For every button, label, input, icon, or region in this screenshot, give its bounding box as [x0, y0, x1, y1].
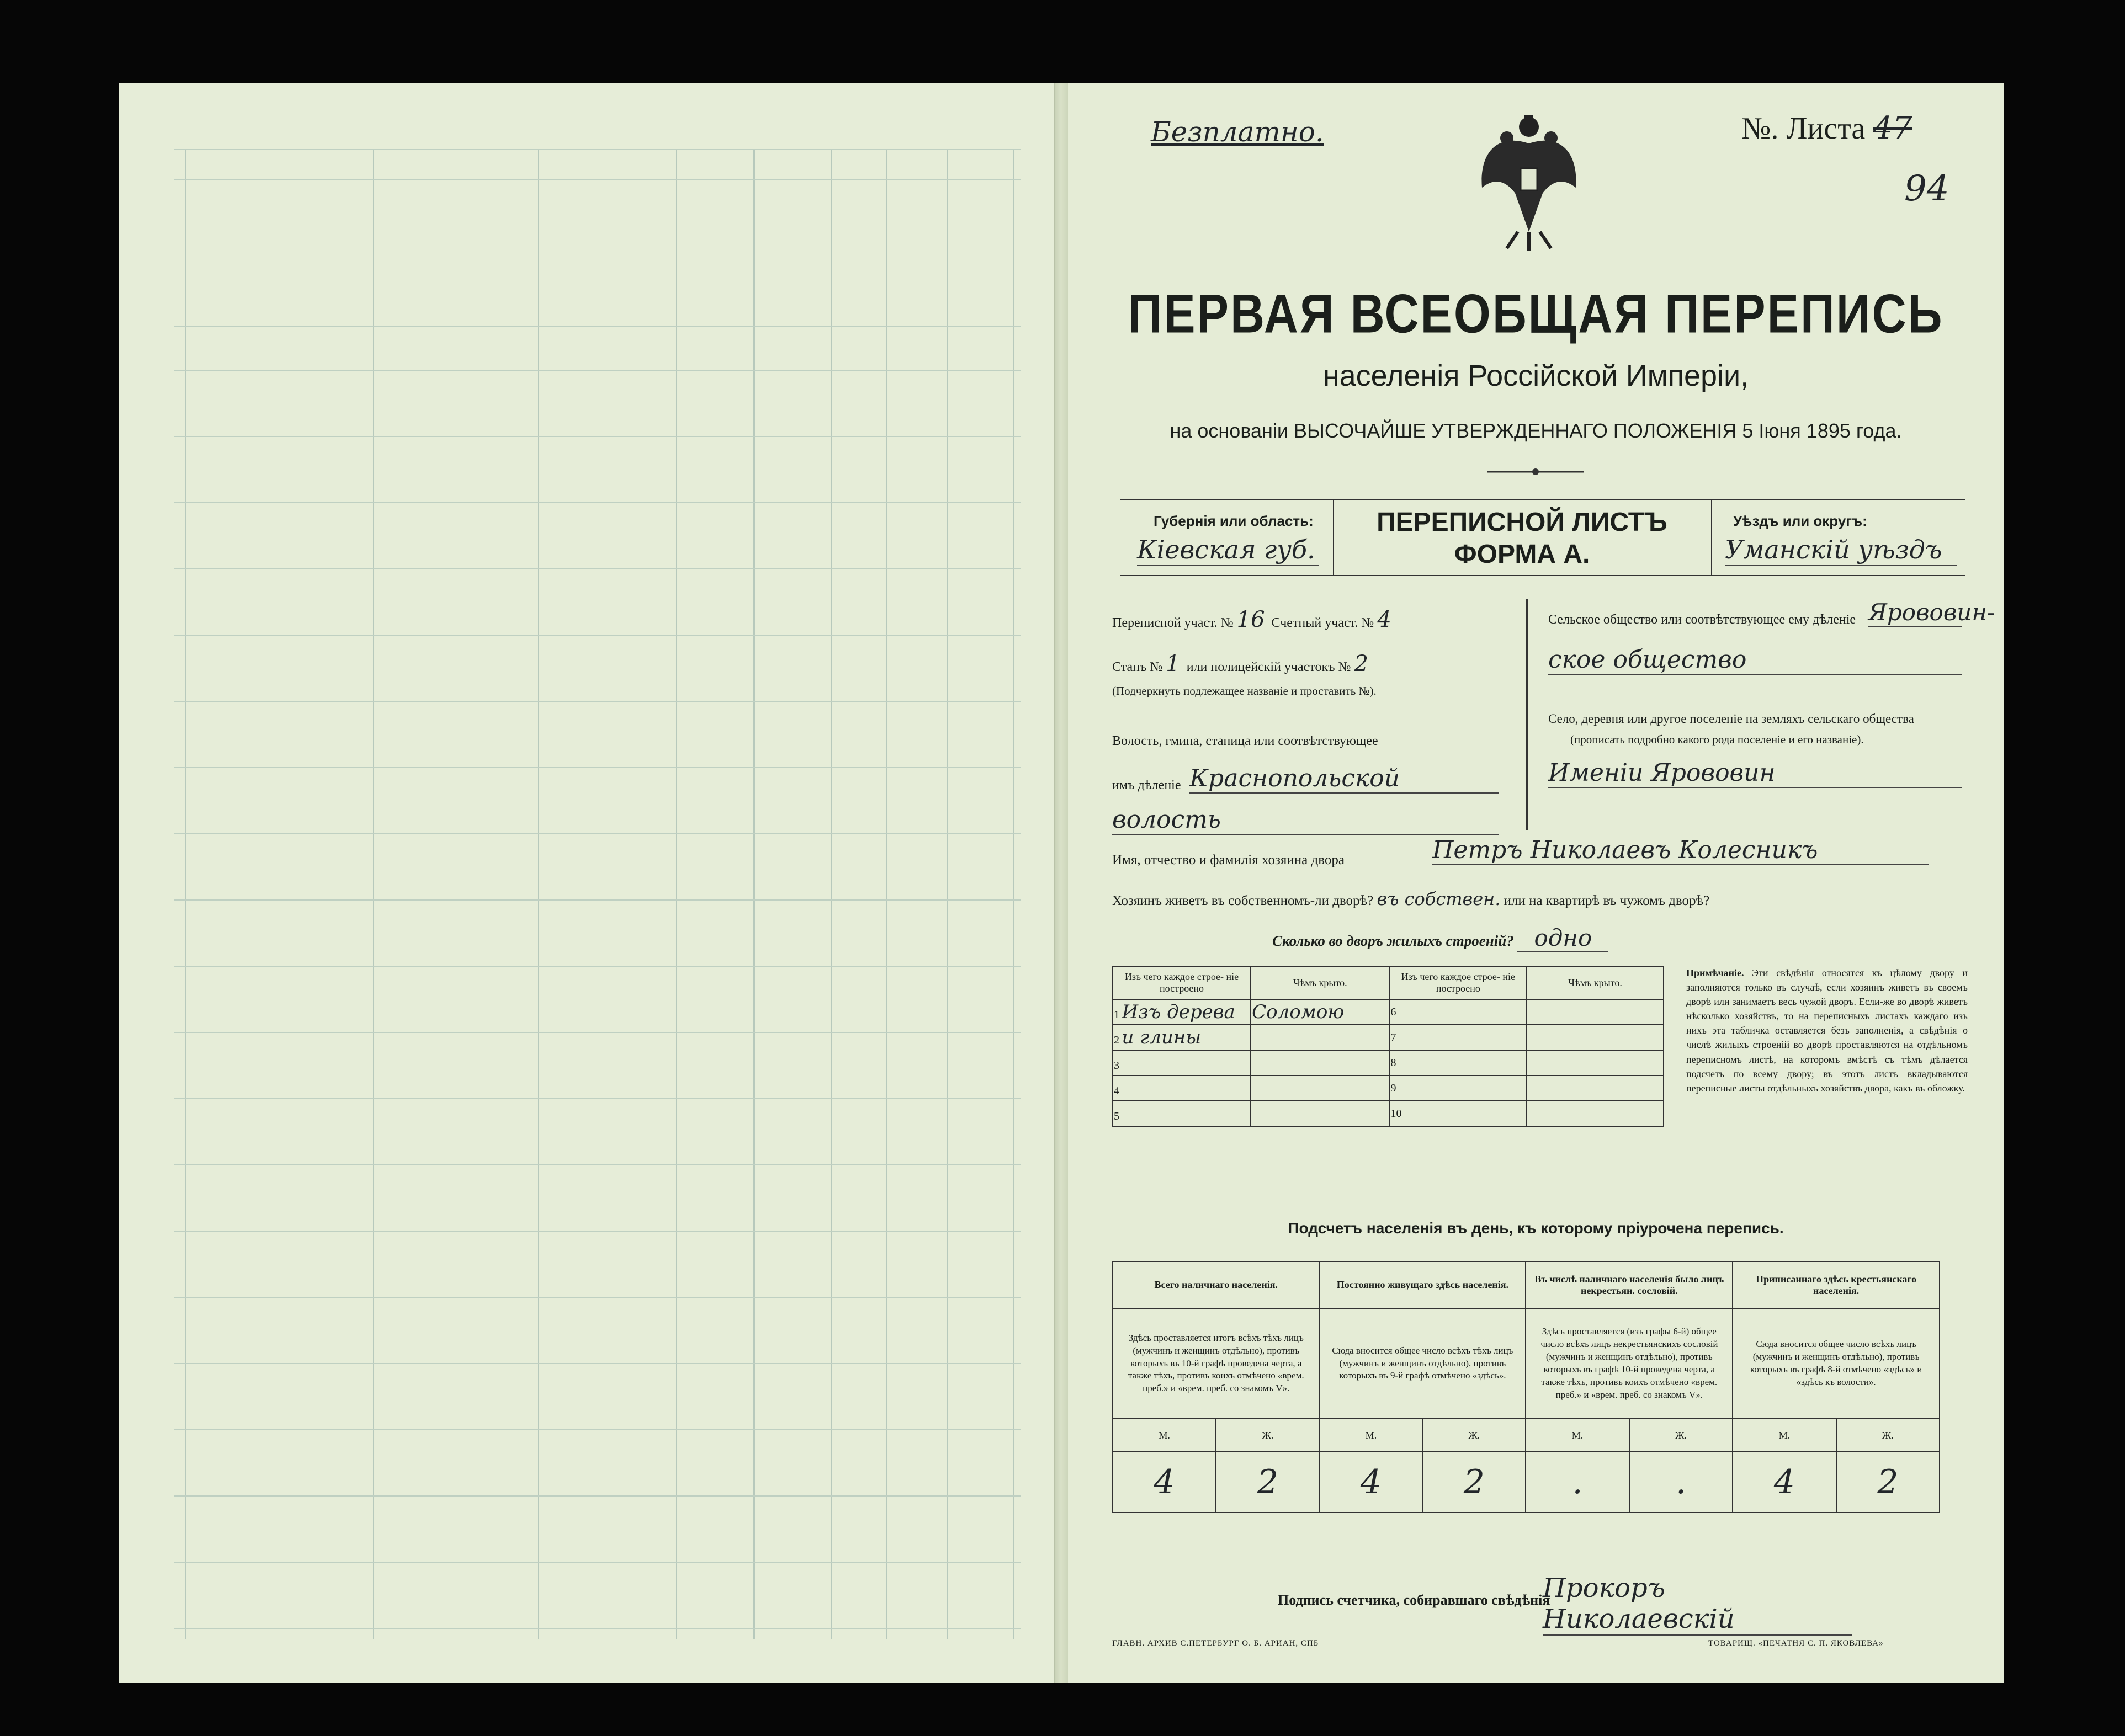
society-value-1: Ярововин-: [1868, 599, 1995, 626]
volost-value-1: Краснопольской: [1189, 764, 1499, 794]
row-number: 9: [1390, 1082, 1396, 1094]
buildings-row: [1113, 1101, 1664, 1126]
col-roof-right: Чѣмъ крыто.: [1527, 966, 1664, 999]
stan-note: (Подчеркнуть подлежащее названіе и проставить №).: [1112, 684, 1377, 697]
volost-label: Волость, гмина, станица или соотвѣтствующее: [1112, 734, 1378, 748]
count-group-title: Всего наличнаго населенія.: [1113, 1261, 1320, 1308]
male-column-label: М.: [1113, 1419, 1216, 1452]
imperial-eagle-icon: [1474, 110, 1584, 254]
row-number: 3: [1114, 1059, 1119, 1072]
building-roof-cell: [1527, 1050, 1664, 1075]
female-count-value: 2: [1422, 1452, 1526, 1513]
row-number: 7: [1390, 1031, 1396, 1043]
buildings-row: [1113, 999, 1664, 1025]
stan-label: Станъ №: [1112, 660, 1163, 674]
count-group-title: Постоянно живущаго здѣсь населенія.: [1320, 1261, 1526, 1308]
province-label: Губернія или область:: [1154, 513, 1314, 529]
building-roof-cell: [1251, 1025, 1389, 1050]
female-count-value: 2: [1836, 1452, 1940, 1513]
legal-basis: на основаніи ВЫСОЧАЙШЕ УТВЕРЖДЕННАГО ПОЛОЖЕНІЯ 5 Іюня 1895 года.: [1170, 419, 1902, 442]
signature-value: Прокоръ Николаевскій: [1543, 1573, 1852, 1636]
row-number: 4: [1114, 1085, 1119, 1097]
count-group-description: Сюда вносится общее число всѣхъ лицъ (мужчинъ и женщинъ отдѣльно), противъ которыхъ въ графѣ 8-й отмѣчено «здѣсь» и «здѣсь къ волости».: [1733, 1308, 1940, 1419]
building-roof-cell: [1251, 999, 1389, 1025]
society-label: Сельское общество или соотвѣтствующее ему дѣленіе: [1548, 613, 1856, 627]
signature-label: Подпись счетчика, собиравшаго свѣдѣнія: [1278, 1592, 1550, 1608]
census-form-page: [1068, 83, 2004, 1683]
owner-residence-row: [1112, 888, 1709, 909]
female-column-label: Ж.: [1216, 1419, 1319, 1452]
province-value: Кіевская губ.: [1137, 535, 1319, 566]
volost-label-2: имъ дѣленіе: [1112, 778, 1181, 792]
building-material-cell: [1389, 999, 1527, 1025]
form-title-1: ПЕРЕПИСНОЙ ЛИСТЪ: [1377, 508, 1667, 537]
police-label: или полицейскій участокъ №: [1186, 660, 1351, 674]
row-number: 6: [1390, 1005, 1396, 1018]
count-heading: Подсчетъ населенія въ день, къ которому пріурочена перепись.: [1288, 1220, 1784, 1237]
female-column-label: Ж.: [1422, 1419, 1526, 1452]
building-material-cell: [1113, 1050, 1251, 1075]
building-material-cell: [1113, 1025, 1251, 1050]
population-count-table: [1112, 1261, 1940, 1513]
sheet-number-handwritten: 94: [1904, 168, 1949, 209]
footer-left: ГЛАВН. АРХИВ С.ПЕТЕРБУРГ О. Б. АРИАН, СПБ: [1112, 1639, 1319, 1648]
volost-value-2: волость: [1112, 806, 1499, 835]
roof-value: Соломою: [1252, 1001, 1345, 1023]
male-count-value: 4: [1113, 1452, 1216, 1513]
stan-value: 1: [1166, 651, 1180, 677]
lives-label-2: или на квартирѣ въ чужомъ дворѣ?: [1504, 893, 1710, 908]
buildings-value: одно: [1517, 924, 1608, 952]
count-group-description: Здѣсь проставляется (изъ графы 6-й) общее число всѣхъ лицъ некрестьянскихъ сословій (мужчинъ и женщинъ отдѣльно), противъ которыхъ въ графѣ 10-й проведена черта, а также тѣхъ, противъ коихъ отмѣчено «врем. преб.» и «врем. преб. со знакомъ V».: [1526, 1308, 1733, 1419]
female-column-label: Ж.: [1836, 1419, 1940, 1452]
building-roof-cell: [1527, 1075, 1664, 1101]
buildings-row: [1272, 924, 1608, 951]
row-number: 2: [1114, 1034, 1119, 1046]
female-column-label: Ж.: [1629, 1419, 1733, 1452]
building-material-cell: [1113, 1075, 1251, 1101]
building-material-cell: [1113, 1101, 1251, 1126]
count-group-title: Въ числѣ наличнаго населенія было лицъ некрестьян. сословій.: [1526, 1261, 1733, 1308]
building-roof-cell: [1527, 1101, 1664, 1126]
female-count-value: .: [1629, 1452, 1733, 1513]
lives-value: въ собствен.: [1377, 888, 1501, 909]
row-number: 8: [1390, 1056, 1396, 1069]
society-value-2: ское общество: [1548, 646, 1962, 675]
building-roof-cell: [1251, 1101, 1389, 1126]
form-title-2: ФОРМА А.: [1454, 540, 1590, 569]
building-material-cell: [1113, 999, 1251, 1025]
census-district-value: 16: [1236, 607, 1265, 632]
count-group-description: Сюда вносится общее число всѣхъ тѣхъ лицъ (мужчинъ и женщинъ отдѣльно), противъ которыхъ въ 9-й графѣ отмѣчено «здѣсь».: [1320, 1308, 1526, 1419]
count-group-description: Здѣсь проставляется итогъ всѣхъ тѣхъ лицъ (мужчинъ и женщинъ отдѣльно), противъ которыхъ въ 10-й графѣ проведена черта, а также тѣхъ, противъ коихъ отмѣчено «врем. преб.» и «врем. преб. со знакомъ V».: [1113, 1308, 1320, 1419]
village-note: (прописать подробно какого рода поселеніе и его названіе).: [1570, 733, 1864, 746]
uezd-value: Уманскій уѣздъ: [1725, 535, 1957, 566]
bleed-through-grid: [119, 83, 1054, 1683]
building-material-cell: [1389, 1025, 1527, 1050]
male-column-label: М.: [1733, 1419, 1836, 1452]
building-roof-cell: [1527, 999, 1664, 1025]
count-district-label: Счетный участ. №: [1271, 616, 1374, 630]
building-material-cell: [1389, 1101, 1527, 1126]
male-column-label: М.: [1320, 1419, 1423, 1452]
police-value: 2: [1354, 651, 1368, 677]
free-label: Безплатно.: [1151, 116, 1324, 148]
col-material-right: Изъ чего каждое строе- ніе построено: [1389, 966, 1527, 999]
page-subtitle: населенія Россійской Имперіи,: [1322, 359, 1749, 392]
material-value: и глины: [1122, 1026, 1202, 1048]
row-number: 10: [1390, 1107, 1402, 1120]
village-value: Именіи Ярововин: [1548, 759, 1962, 788]
male-count-value: 4: [1320, 1452, 1423, 1513]
building-roof-cell: [1251, 1075, 1389, 1101]
row-number: 1: [1114, 1009, 1119, 1021]
sheet-number-crossed: 47: [1873, 110, 1912, 146]
material-value: Изъ дерева: [1122, 1001, 1235, 1023]
footer-right: ТОВАРИЩ. «ПЕЧАТНЯ С. П. ЯКОВЛЕВА»: [1708, 1639, 1884, 1648]
page-title: ПЕРВАЯ ВСЕОБЩАЯ ПЕРЕПИСЬ: [1128, 283, 1944, 345]
male-count-value: 4: [1733, 1452, 1836, 1513]
count-group-title: Приписаннаго здѣсь крестьянскаго населенія.: [1733, 1261, 1940, 1308]
left-page: [119, 83, 1055, 1683]
buildings-row: [1113, 1050, 1664, 1075]
sheet-number-label: №. Листа: [1741, 111, 1866, 146]
building-roof-cell: [1527, 1025, 1664, 1050]
buildings-table: [1112, 966, 1664, 1127]
census-district-label: Переписной участ. №: [1112, 616, 1234, 630]
male-column-label: М.: [1526, 1419, 1629, 1452]
count-district-value: 4: [1377, 607, 1391, 632]
building-material-cell: [1389, 1075, 1527, 1101]
building-roof-cell: [1251, 1050, 1389, 1075]
row-number: 5: [1114, 1110, 1119, 1122]
sheet-number: [1741, 110, 1912, 146]
note-heading: Примѣчаніе.: [1686, 967, 1744, 978]
lives-label-1: Хозяинъ живетъ въ собственномъ-ли дворѣ?: [1112, 893, 1374, 908]
column-divider: [1526, 599, 1528, 830]
note-block: [1686, 966, 1968, 1095]
buildings-row: [1113, 1075, 1664, 1101]
census-district-row: [1112, 607, 1391, 632]
col-material-left: Изъ чего каждое строе- ніе построено: [1113, 966, 1251, 999]
buildings-row: [1113, 1025, 1664, 1050]
note-text: Эти свѣдѣнія относятся къ цѣлому двору и заполняются только въ случаѣ, если хозяинъ живетъ въ своемъ дворѣ или занимаетъ весь чужой дворъ. Если-же во дворѣ живетъ нѣсколько хозяйствъ, то на переписныхъ листахъ каждаго изъ нихъ эта табличка оставляется безъ заполненія, а свѣдѣнія о числѣ жилыхъ строеній во дворѣ проставляются на отдѣльномъ переписномъ листѣ, на которомъ вмѣстѣ съ тѣмъ дѣлается подсчетъ по всему двору; въ этотъ листъ вкладываются переписные листы отдѣльныхъ хозяйствъ двора, какъ въ обложку.: [1686, 967, 1968, 1094]
village-label: Село, деревня или другое поселеніе на земляхъ сельскаго общества: [1548, 712, 1914, 726]
owner-label: Имя, отчество и фамилія хозяина двора: [1112, 853, 1345, 867]
col-roof-left: Чѣмъ крыто.: [1251, 966, 1389, 999]
female-count-value: 2: [1216, 1452, 1319, 1513]
owner-value: Петръ Николаевъ Колесникъ: [1432, 836, 1929, 865]
form-header-box: [1120, 499, 1965, 576]
male-count-value: .: [1526, 1452, 1629, 1513]
ornament-divider: [1488, 466, 1584, 477]
uezd-label: Уѣздъ или округъ:: [1733, 513, 1867, 529]
stan-row: [1112, 651, 1368, 677]
building-material-cell: [1389, 1050, 1527, 1075]
buildings-label: Сколько во дворъ жилыхъ строеній?: [1272, 933, 1514, 949]
